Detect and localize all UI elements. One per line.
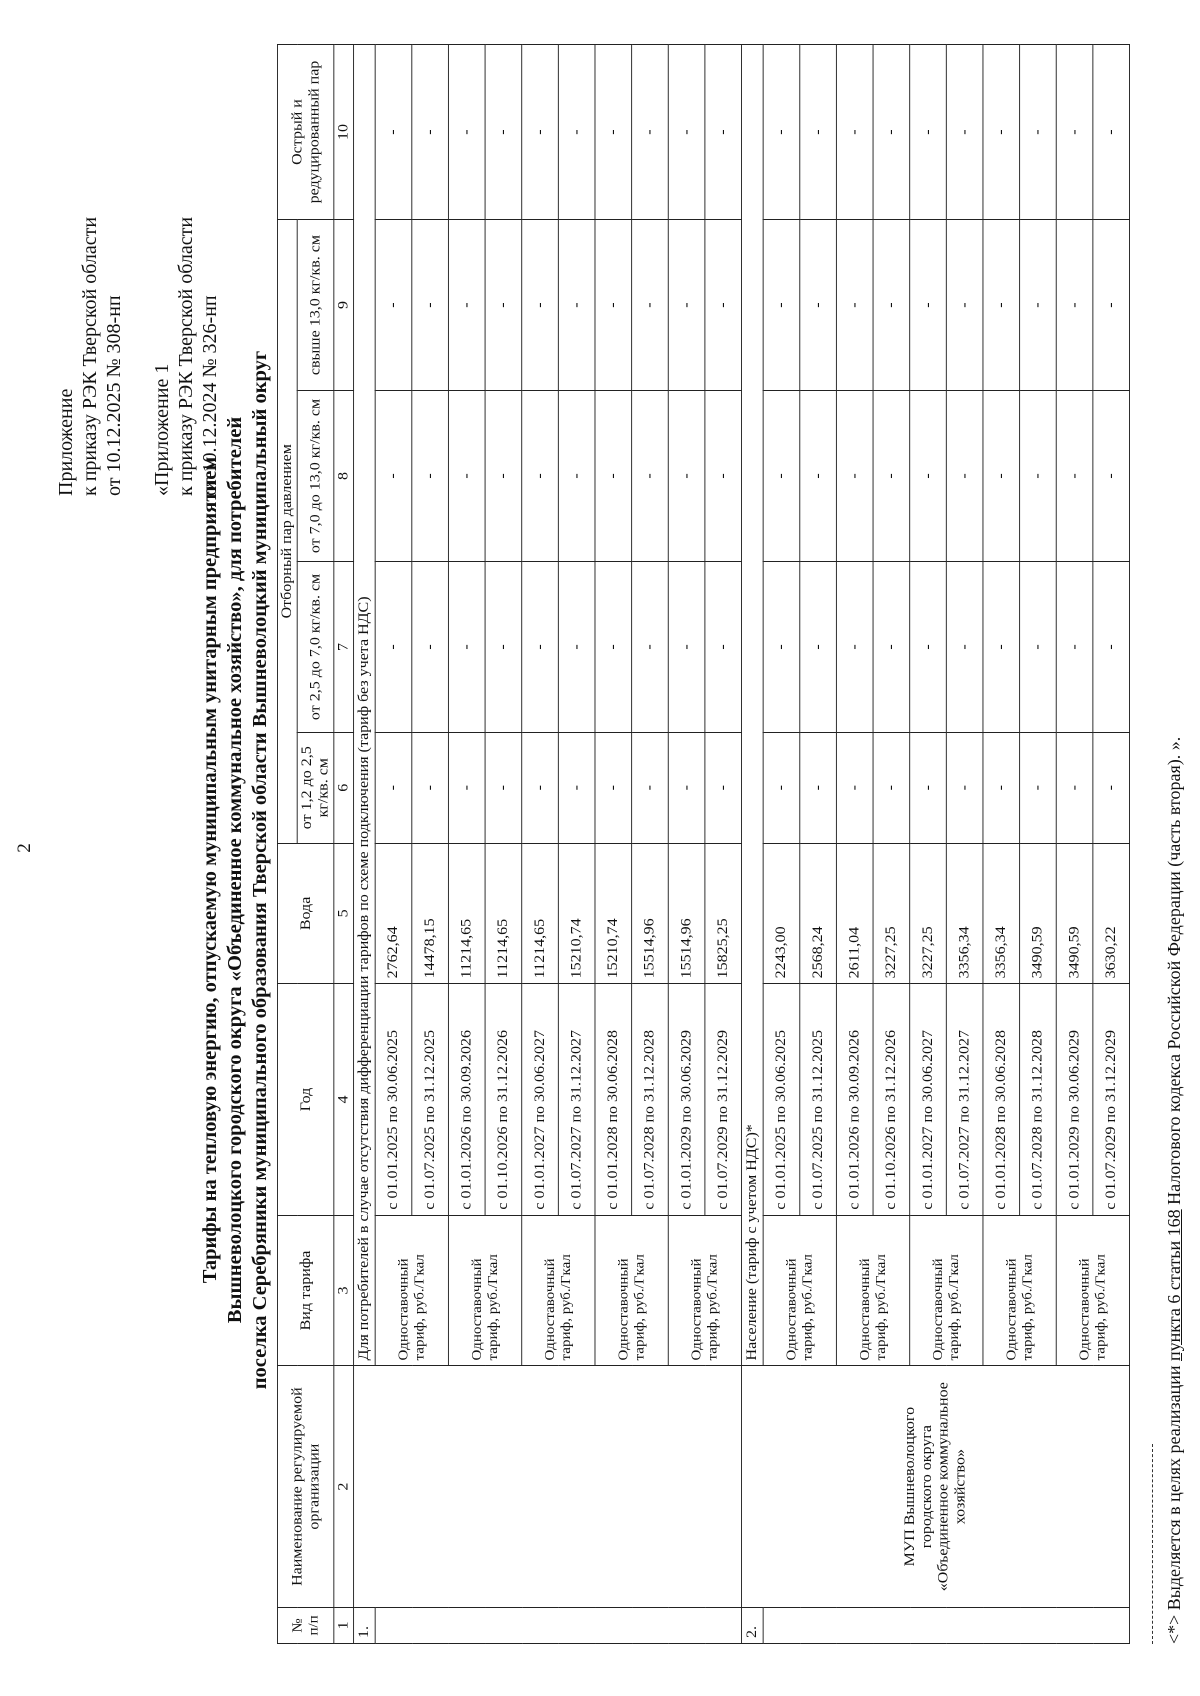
dash-cell: - xyxy=(763,732,800,843)
dash-cell: - xyxy=(485,561,522,732)
dash-cell: - xyxy=(448,732,485,843)
period-cell: с 01.07.2029 по 31.12.2029 xyxy=(705,984,742,1215)
tariff-kind: Одноставочный тариф, руб./Гкал xyxy=(1056,1215,1129,1366)
tariff-kind: Одноставочный тариф, руб./Гкал xyxy=(668,1215,741,1366)
dash-cell: - xyxy=(800,561,837,732)
dash-cell: - xyxy=(558,220,595,391)
dash-cell: - xyxy=(485,220,522,391)
water-value: 15825,25 xyxy=(705,843,742,984)
water-value: 3356,34 xyxy=(983,843,1020,984)
dash-cell: - xyxy=(632,391,669,562)
footnote xyxy=(1164,44,1185,1644)
num-cell-empty xyxy=(763,1607,1129,1643)
dash-cell: - xyxy=(1093,561,1130,732)
dash-cell: - xyxy=(800,45,837,220)
tariffs-table xyxy=(277,44,1130,1644)
dash-cell: - xyxy=(522,391,559,562)
column-number: 5 xyxy=(334,843,354,984)
dash-cell: - xyxy=(1020,45,1057,220)
section-num: 2. xyxy=(742,1607,764,1643)
header-year: Год xyxy=(277,984,333,1215)
dash-cell: - xyxy=(448,45,485,220)
dash-cell: - xyxy=(1093,220,1130,391)
header-sharp: Острый и редуцированный пар xyxy=(277,45,333,220)
water-value: 14478,15 xyxy=(412,843,449,984)
water-value: 3227,25 xyxy=(910,843,947,984)
dash-cell: - xyxy=(595,45,632,220)
water-value: 3630,22 xyxy=(1093,843,1130,984)
dash-cell: - xyxy=(632,732,669,843)
header-steam1: от 1,2 до 2,5 кг/кв. см xyxy=(297,732,334,843)
dash-cell: - xyxy=(705,220,742,391)
period-cell: с 01.07.2028 по 31.12.2028 xyxy=(1020,984,1057,1215)
num-cell-empty xyxy=(375,1607,741,1643)
dash-cell: - xyxy=(873,732,910,843)
dash-cell: - xyxy=(522,561,559,732)
dash-cell: - xyxy=(668,732,705,843)
dash-cell: - xyxy=(946,220,983,391)
title-line-2: Вышневолоцкого городского округа «Объединенное коммунальное хозяйство», для потребителей xyxy=(224,416,246,1324)
dash-cell: - xyxy=(632,220,669,391)
header-water: Вода xyxy=(277,843,333,984)
header-steam3: от 7,0 до 13,0 кг/кв. см xyxy=(297,391,334,562)
dash-cell: - xyxy=(705,732,742,843)
footnote-rest: Налогового кодекса Российской Федерации (часть вторая). ». xyxy=(1164,736,1184,1210)
dash-cell: - xyxy=(412,220,449,391)
dash-cell: - xyxy=(983,391,1020,562)
dash-cell: - xyxy=(763,45,800,220)
footnote-link[interactable]: пункта 6 статьи 168 xyxy=(1164,1209,1184,1361)
column-numbers-row xyxy=(334,45,354,1644)
dash-cell: - xyxy=(946,391,983,562)
water-value: 3490,59 xyxy=(1056,843,1093,984)
dash-cell: - xyxy=(1093,391,1130,562)
header-row xyxy=(277,45,297,1644)
appendix-line: к приказу РЭК Тверской области xyxy=(79,216,101,496)
dash-cell: - xyxy=(836,732,873,843)
dash-cell: - xyxy=(705,561,742,732)
column-number: 10 xyxy=(334,45,354,220)
water-value: 3356,34 xyxy=(946,843,983,984)
dash-cell: - xyxy=(800,732,837,843)
dash-cell: - xyxy=(558,45,595,220)
appendix-old-line: к приказу РЭК Тверской области xyxy=(175,216,197,496)
period-cell: с 01.07.2025 по 31.12.2025 xyxy=(412,984,449,1215)
dash-cell: - xyxy=(522,220,559,391)
header-num: № п/п xyxy=(277,1607,333,1643)
tariff-kind: Одноставочный тариф, руб./Гкал xyxy=(375,1215,448,1366)
period-cell: с 01.01.2026 по 30.09.2026 xyxy=(448,984,485,1215)
dash-cell: - xyxy=(485,45,522,220)
section-label: Для потребителей в случае отсутствия дифференциации тарифов по схеме подключения (тариф без учета НДС) xyxy=(354,45,376,1366)
dash-cell: - xyxy=(558,561,595,732)
water-value: 3490,59 xyxy=(1020,843,1057,984)
column-number: 9 xyxy=(334,220,354,391)
period-cell: с 01.01.2025 по 30.06.2025 xyxy=(763,984,800,1215)
dash-cell: - xyxy=(668,45,705,220)
dash-cell: - xyxy=(668,561,705,732)
appendix-line: Приложение xyxy=(55,388,77,496)
dash-cell: - xyxy=(763,220,800,391)
period-cell: с 01.01.2029 по 30.06.2029 xyxy=(1056,984,1093,1215)
period-cell: с 01.07.2025 по 31.12.2025 xyxy=(800,984,837,1215)
dash-cell: - xyxy=(983,732,1020,843)
dash-cell: - xyxy=(412,561,449,732)
water-value: 15514,96 xyxy=(632,843,669,984)
dash-cell: - xyxy=(375,220,412,391)
water-value: 2762,64 xyxy=(375,843,412,984)
dash-cell: - xyxy=(763,561,800,732)
water-value: 2611,04 xyxy=(836,843,873,984)
dash-cell: - xyxy=(1056,732,1093,843)
header-org: Наименование регулируемой организации xyxy=(277,1366,333,1607)
org-name: МУП Вышневолоцкого городского округа «Объединенное коммунальное хозяйство» xyxy=(742,1366,1130,1607)
dash-cell: - xyxy=(668,391,705,562)
period-cell: с 01.01.2028 по 30.06.2028 xyxy=(983,984,1020,1215)
dash-cell: - xyxy=(485,391,522,562)
period-cell: с 01.10.2026 по 31.12.2026 xyxy=(873,984,910,1215)
page-number: 2 xyxy=(14,843,35,853)
dash-cell: - xyxy=(595,561,632,732)
period-cell: с 01.01.2026 по 30.09.2026 xyxy=(836,984,873,1215)
water-value: 11214,65 xyxy=(448,843,485,984)
period-cell: с 01.07.2027 по 31.12.2027 xyxy=(946,984,983,1215)
dash-cell: - xyxy=(375,561,412,732)
dash-cell: - xyxy=(910,45,947,220)
tariff-kind: Одноставочный тариф, руб./Гкал xyxy=(522,1215,595,1366)
dash-cell: - xyxy=(448,391,485,562)
dash-cell: - xyxy=(873,391,910,562)
dash-cell: - xyxy=(1093,732,1130,843)
water-value: 15210,74 xyxy=(595,843,632,984)
dash-cell: - xyxy=(873,45,910,220)
water-value: 3227,25 xyxy=(873,843,910,984)
dash-cell: - xyxy=(1020,391,1057,562)
header-steam2: от 2,5 до 7,0 кг/кв. см xyxy=(297,561,334,732)
dash-cell: - xyxy=(522,732,559,843)
section-row xyxy=(742,45,764,1644)
dash-cell: - xyxy=(412,732,449,843)
dash-cell: - xyxy=(522,45,559,220)
dash-cell: - xyxy=(412,391,449,562)
period-cell: с 01.01.2027 по 30.06.2027 xyxy=(522,984,559,1215)
period-cell: с 01.01.2028 по 30.06.2028 xyxy=(595,984,632,1215)
period-cell: с 01.07.2027 по 31.12.2027 xyxy=(558,984,595,1215)
org-name-spacer xyxy=(354,1366,742,1607)
dash-cell: - xyxy=(375,391,412,562)
dash-cell: - xyxy=(910,732,947,843)
footnote-prefix: <*> Выделяется в целях реализации xyxy=(1164,1360,1184,1644)
dash-cell: - xyxy=(595,220,632,391)
dash-cell: - xyxy=(412,45,449,220)
section-row xyxy=(354,45,376,1644)
appendix-old-line: «Приложение 1 xyxy=(151,363,173,496)
dash-cell: - xyxy=(705,391,742,562)
period-cell: с 01.01.2029 по 30.06.2029 xyxy=(668,984,705,1215)
dash-cell: - xyxy=(448,220,485,391)
dash-cell: - xyxy=(836,220,873,391)
dash-cell: - xyxy=(910,561,947,732)
water-value: 2568,24 xyxy=(800,843,837,984)
dash-cell: - xyxy=(668,220,705,391)
period-cell: с 01.07.2028 по 31.12.2028 xyxy=(632,984,669,1215)
title-line-3: поселка Серебряники муниципального образования Тверской области Вышневолоцкий муниципальный округ xyxy=(249,350,271,1390)
tariff-kind: Одноставочный тариф, руб./Гкал xyxy=(836,1215,909,1366)
dash-cell: - xyxy=(946,561,983,732)
column-number: 4 xyxy=(334,984,354,1215)
dash-cell: - xyxy=(375,45,412,220)
dash-cell: - xyxy=(836,561,873,732)
water-value: 15210,74 xyxy=(558,843,595,984)
dash-cell: - xyxy=(910,391,947,562)
column-number: 3 xyxy=(334,1215,354,1366)
column-number: 1 xyxy=(334,1607,354,1643)
dash-cell: - xyxy=(946,45,983,220)
dash-cell: - xyxy=(1056,45,1093,220)
dash-cell: - xyxy=(448,561,485,732)
column-number: 8 xyxy=(334,391,354,562)
period-cell: с 01.01.2027 по 30.06.2027 xyxy=(910,984,947,1215)
footnote-rule xyxy=(1152,1444,1153,1644)
dash-cell: - xyxy=(632,45,669,220)
dash-cell: - xyxy=(836,391,873,562)
dash-cell: - xyxy=(1020,561,1057,732)
dash-cell: - xyxy=(632,561,669,732)
dash-cell: - xyxy=(946,732,983,843)
dash-cell: - xyxy=(800,391,837,562)
document-title xyxy=(198,200,273,1540)
dash-cell: - xyxy=(1056,561,1093,732)
header-steam-group: Отборный пар давлением xyxy=(277,220,297,843)
tariff-kind: Одноставочный тариф, руб./Гкал xyxy=(763,1215,836,1366)
dash-cell: - xyxy=(705,45,742,220)
dash-cell: - xyxy=(558,732,595,843)
tariff-kind: Одноставочный тариф, руб./Гкал xyxy=(595,1215,668,1366)
tariff-kind: Одноставочный тариф, руб./Гкал xyxy=(910,1215,983,1366)
dash-cell: - xyxy=(1020,220,1057,391)
appendix-old-line: от 10.12.2024 № 326-нп xyxy=(199,295,221,496)
header-kind: Вид тарифа xyxy=(277,1215,333,1366)
period-cell: с 01.07.2029 по 31.12.2029 xyxy=(1093,984,1130,1215)
tariff-kind: Одноставочный тариф, руб./Гкал xyxy=(983,1215,1056,1366)
water-value: 2243,00 xyxy=(763,843,800,984)
dash-cell: - xyxy=(836,45,873,220)
dash-cell: - xyxy=(595,391,632,562)
dash-cell: - xyxy=(1020,732,1057,843)
period-cell: с 01.01.2025 по 30.06.2025 xyxy=(375,984,412,1215)
dash-cell: - xyxy=(873,220,910,391)
water-value: 11214,65 xyxy=(522,843,559,984)
dash-cell: - xyxy=(763,391,800,562)
dash-cell: - xyxy=(983,561,1020,732)
dash-cell: - xyxy=(375,732,412,843)
section-label: Население (тариф с учетом НДС)* xyxy=(742,45,764,1366)
dash-cell: - xyxy=(558,391,595,562)
period-cell: с 01.10.2026 по 31.12.2026 xyxy=(485,984,522,1215)
dash-cell: - xyxy=(800,220,837,391)
title-line-1: Тарифы на тепловую энергию, отпускаемую муниципальным унитарным предприятием xyxy=(199,456,221,1284)
column-number: 7 xyxy=(334,561,354,732)
section-num: 1. xyxy=(354,1607,376,1643)
dash-cell: - xyxy=(983,220,1020,391)
column-number: 2 xyxy=(334,1366,354,1607)
dash-cell: - xyxy=(910,220,947,391)
water-value: 11214,65 xyxy=(485,843,522,984)
appendix-line: от 10.12.2025 № 308-нп xyxy=(103,295,125,496)
dash-cell: - xyxy=(485,732,522,843)
dash-cell: - xyxy=(1056,220,1093,391)
tariff-kind: Одноставочный тариф, руб./Гкал xyxy=(448,1215,521,1366)
column-number: 6 xyxy=(334,732,354,843)
header-steam4: свыше 13,0 кг/кв. см xyxy=(297,220,334,391)
dash-cell: - xyxy=(1056,391,1093,562)
appendix-block xyxy=(54,217,222,496)
dash-cell: - xyxy=(595,732,632,843)
dash-cell: - xyxy=(873,561,910,732)
water-value: 15514,96 xyxy=(668,843,705,984)
dash-cell: - xyxy=(983,45,1020,220)
dash-cell: - xyxy=(1093,45,1130,220)
